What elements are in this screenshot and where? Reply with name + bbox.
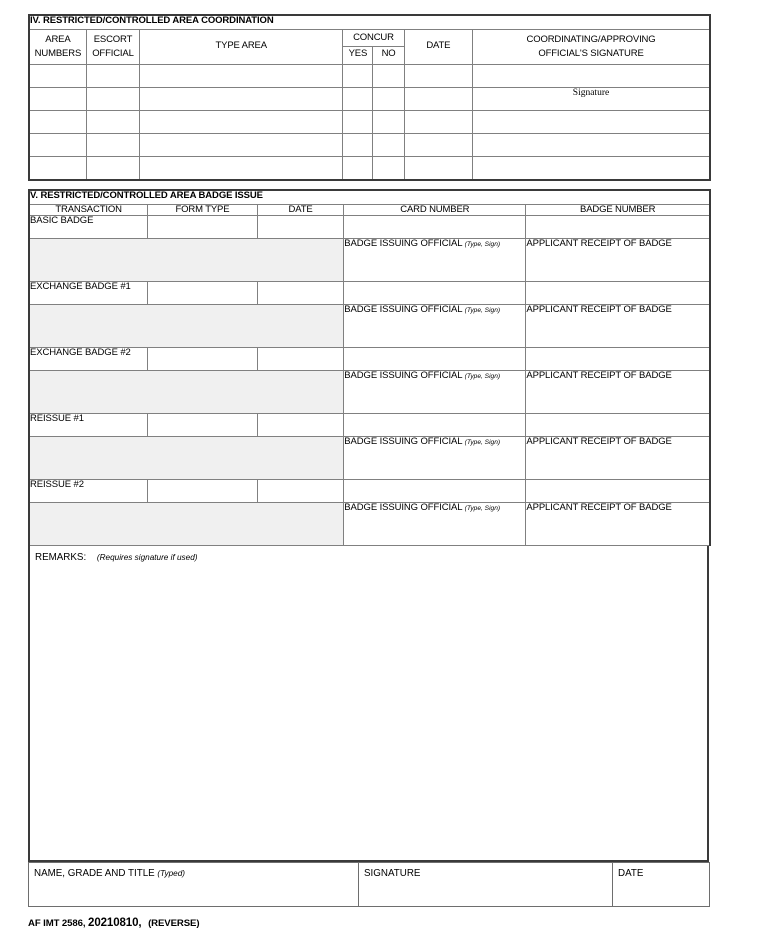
header-area-numbers-line2: NUMBERS [34,47,82,59]
header-coordinating-signature [473,30,710,65]
shaded-spacer [29,503,344,546]
form-footer [28,917,718,929]
shaded-spacer [29,239,344,282]
cell-type-area[interactable] [140,110,343,133]
section-4-header-row [29,30,710,47]
header-escort-official [86,30,139,65]
transaction-form-type[interactable] [148,282,258,305]
transaction-card-number[interactable] [344,216,526,239]
transaction-form-type[interactable] [148,480,258,503]
applicant-receipt-cell[interactable]: APPLICANT RECEIPT OF BADGE [526,437,710,480]
cell-date[interactable] [404,87,472,110]
cell-area-numbers[interactable] [29,64,86,87]
cell-concur-no[interactable] [373,87,404,110]
issuing-official-row [29,239,710,282]
badge-issuing-official-note: (Type, Sign) [464,439,501,447]
shaded-spacer [29,371,344,414]
transaction-row [29,414,710,437]
table-row [29,133,710,156]
cell-escort-official[interactable] [86,133,139,156]
transaction-badge-number[interactable] [526,414,710,437]
applicant-receipt-cell[interactable]: APPLICANT RECEIPT OF BADGE [526,305,710,348]
cell-area-numbers[interactable] [29,133,86,156]
section-4-banner-row [29,15,710,30]
header-type-area: TYPE AREA [140,30,343,65]
header-form-type: FORM TYPE [148,204,258,216]
header-transaction: TRANSACTION [29,204,148,216]
issuing-official-row [29,371,710,414]
badge-issuing-official-label: BADGE ISSUING OFFICIAL [344,502,463,514]
bottom-signature-row [29,863,710,907]
transaction-date[interactable] [257,480,344,503]
cell-area-numbers[interactable] [29,87,86,110]
section-5-table [28,189,711,547]
issuing-official-row [29,305,710,348]
footer-page-note: (REVERSE) [148,918,200,930]
transaction-card-number[interactable] [344,348,526,371]
badge-issuing-official-label: BADGE ISSUING OFFICIAL [344,370,463,382]
cell-escort-official[interactable] [86,110,139,133]
transaction-badge-number[interactable] [526,480,710,503]
cell-type-area[interactable] [140,133,343,156]
cell-date[interactable] [404,156,472,180]
transaction-row [29,282,710,305]
shaded-spacer [29,305,344,348]
issuing-official-row [29,503,710,546]
table-row [29,64,710,87]
transaction-row [29,348,710,371]
transaction-name: REISSUE #2 [29,480,148,503]
header-escort-official-line1: ESCORT [93,34,133,45]
badge-issuing-official-label: BADGE ISSUING OFFICIAL [344,436,463,448]
transaction-card-number[interactable] [344,282,526,305]
header-badge-date: DATE [257,204,344,216]
section-5-header-row [29,204,710,216]
cell-date[interactable] [404,64,472,87]
issuing-official-row [29,437,710,480]
date-cell[interactable] [613,863,710,907]
name-grade-title-cell[interactable] [29,863,359,907]
name-grade-title-label: NAME, GRADE AND TITLE [34,868,155,880]
header-area-numbers-line1: AREA [45,34,71,45]
signature-label: SIGNATURE [364,868,421,880]
header-concur-yes: YES [343,47,373,64]
cell-escort-official[interactable] [86,156,139,180]
section-4-banner: IV. RESTRICTED/CONTROLLED AREA COORDINATION [29,15,710,30]
table-row [29,87,710,110]
cell-area-numbers[interactable] [29,110,86,133]
remarks-header [30,546,707,563]
cell-signature[interactable] [473,156,710,180]
cell-concur-yes[interactable] [343,87,373,110]
header-card-number: CARD NUMBER [344,204,526,216]
transaction-date[interactable] [257,348,344,371]
cell-signature[interactable]: Signature [473,87,710,110]
cell-date[interactable] [404,133,472,156]
applicant-receipt-cell[interactable]: APPLICANT RECEIPT OF BADGE [526,371,710,414]
transaction-badge-number[interactable] [526,216,710,239]
badge-issuing-official-label: BADGE ISSUING OFFICIAL [344,304,463,316]
transaction-date[interactable] [257,282,344,305]
header-date: DATE [404,30,472,65]
footer-form-date: 20210810, [88,917,142,930]
cell-concur-no[interactable] [373,156,404,180]
cell-concur-no[interactable] [373,133,404,156]
name-grade-title-note: (Typed) [157,869,186,879]
cell-type-area[interactable] [140,156,343,180]
header-area-numbers [29,30,86,65]
section-5-banner-row [29,190,710,205]
shaded-spacer [29,437,344,480]
applicant-receipt-cell[interactable]: APPLICANT RECEIPT OF BADGE [526,503,710,546]
transaction-row [29,216,710,239]
section-4-table [28,14,711,181]
badge-issuing-official-note: (Type, Sign) [464,373,501,381]
badge-issuing-official-cell[interactable] [344,437,526,480]
cell-signature[interactable] [473,64,710,87]
signature-cell[interactable] [359,863,613,907]
header-escort-official-line2: OFFICIAL [92,47,134,59]
transaction-badge-number[interactable] [526,282,710,305]
remarks-note: (Requires signature if used) [96,553,198,563]
badge-issuing-official-cell[interactable] [344,305,526,348]
cell-type-area[interactable] [140,87,343,110]
header-badge-number: BADGE NUMBER [526,204,710,216]
header-coordinating-line1: COORDINATING/APPROVING [526,34,656,45]
table-row [29,110,710,133]
cell-concur-yes[interactable] [343,64,373,87]
badge-issuing-official-cell[interactable] [344,239,526,282]
transaction-form-type[interactable] [148,414,258,437]
transaction-name: BASIC BADGE [29,216,148,239]
cell-area-numbers[interactable] [29,156,86,180]
transaction-date[interactable] [257,216,344,239]
remarks-value[interactable] [30,563,707,571]
badge-issuing-official-cell[interactable] [344,503,526,546]
transaction-name: REISSUE #1 [29,414,148,437]
cell-concur-yes[interactable] [343,133,373,156]
badge-issuing-official-note: (Type, Sign) [464,241,501,249]
cell-date[interactable] [404,110,472,133]
remarks-box[interactable] [28,546,709,862]
cell-concur-yes[interactable] [343,156,373,180]
cell-concur-no[interactable] [373,64,404,87]
transaction-row [29,480,710,503]
transaction-form-type[interactable] [148,348,258,371]
transaction-card-number[interactable] [344,414,526,437]
transaction-badge-number[interactable] [526,348,710,371]
date-label: DATE [618,868,644,880]
cell-escort-official[interactable] [86,87,139,110]
badge-issuing-official-label: BADGE ISSUING OFFICIAL [344,238,463,250]
cell-type-area[interactable] [140,64,343,87]
header-concur: CONCUR [343,30,404,47]
cell-escort-official[interactable] [86,64,139,87]
cell-concur-no[interactable] [373,110,404,133]
cell-concur-yes[interactable] [343,110,373,133]
section-gap [28,181,718,189]
transaction-name: EXCHANGE BADGE #1 [29,282,148,305]
footer-form-id: AF IMT 2586, [28,918,86,930]
badge-issuing-official-cell[interactable] [344,371,526,414]
transaction-name: EXCHANGE BADGE #2 [29,348,148,371]
header-concur-no: NO [373,47,404,64]
transaction-card-number[interactable] [344,480,526,503]
cell-signature[interactable] [473,133,710,156]
header-coordinating-line2: OFFICIAL'S SIGNATURE [538,47,644,59]
transaction-form-type[interactable] [148,216,258,239]
cell-signature[interactable] [473,110,710,133]
table-row [29,156,710,180]
remarks-label: REMARKS: [35,552,87,564]
badge-issuing-official-note: (Type, Sign) [464,505,501,513]
bottom-signature-table [28,862,710,907]
applicant-receipt-cell[interactable]: APPLICANT RECEIPT OF BADGE [526,239,710,282]
section-5-banner: V. RESTRICTED/CONTROLLED AREA BADGE ISSUE [29,190,710,205]
badge-issuing-official-note: (Type, Sign) [464,307,501,315]
transaction-date[interactable] [257,414,344,437]
